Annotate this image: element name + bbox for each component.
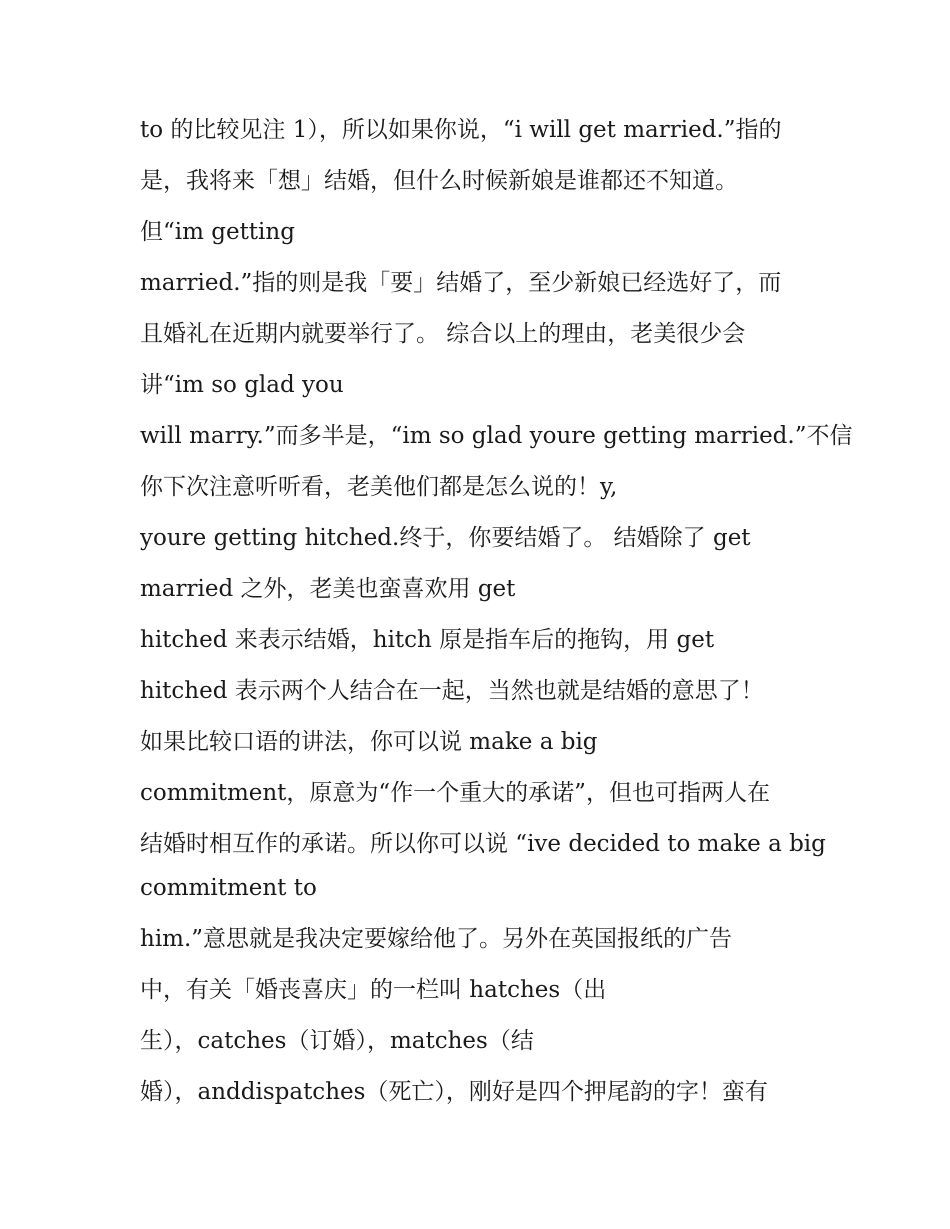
text-line: 结婚时相互作的承诺。所以你可以说 “ive decided to make a big [140, 831, 826, 857]
text-line: 但“im getting [140, 219, 295, 245]
text-line: married 之外，老美也蛮喜欢用 get [140, 576, 516, 602]
text-line: commitment，原意为“作一个重大的承诺”，但也可指两人在 [140, 780, 770, 806]
text-line: hitched 来表示结婚，hitch 原是指车后的拖钩，用 get [140, 627, 715, 653]
text-line: 婚），anddispatches（死亡），刚好是四个押尾韵的字！蛮有 [140, 1079, 768, 1105]
text-line: 生），catches（订婚），matches（结 [140, 1028, 534, 1054]
text-line: 讲“im so glad you [140, 372, 344, 398]
text-line: to 的比较见注 1），所以如果你说，“i will get married.”指的 [140, 117, 782, 143]
text-line: married.”指的则是我「要」结婚了，至少新娘已经选好了，而 [140, 270, 782, 296]
text-line: 如果比较口语的讲法，你可以说 make a big [140, 729, 598, 755]
text-line: 中，有关「婚丧喜庆」的一栏叫 hatches（出 [140, 977, 607, 1003]
text-line: 且婚礼在近期内就要举行了。 综合以上的理由，老美很少会 [140, 321, 746, 347]
body-text [140, 108, 853, 1121]
text-line: 是，我将来「想」结婚，但什么时候新娘是谁都还不知道。 [140, 168, 738, 194]
text-line: him.”意思就是我决定要嫁给他了。另外在英国报纸的广告 [140, 926, 733, 952]
text-line: youre getting hitched.终于，你要结婚了。 结婚除了 get [140, 525, 751, 551]
text-line: 你下次注意听听看，老美他们都是怎么说的！y, [140, 474, 618, 500]
text-line: commitment to [140, 875, 317, 901]
text-line: will marry.”而多半是，“im so glad youre getting married.”不信 [140, 423, 853, 449]
text-line: hitched 表示两个人结合在一起，当然也就是结婚的意思了！ [140, 678, 764, 704]
